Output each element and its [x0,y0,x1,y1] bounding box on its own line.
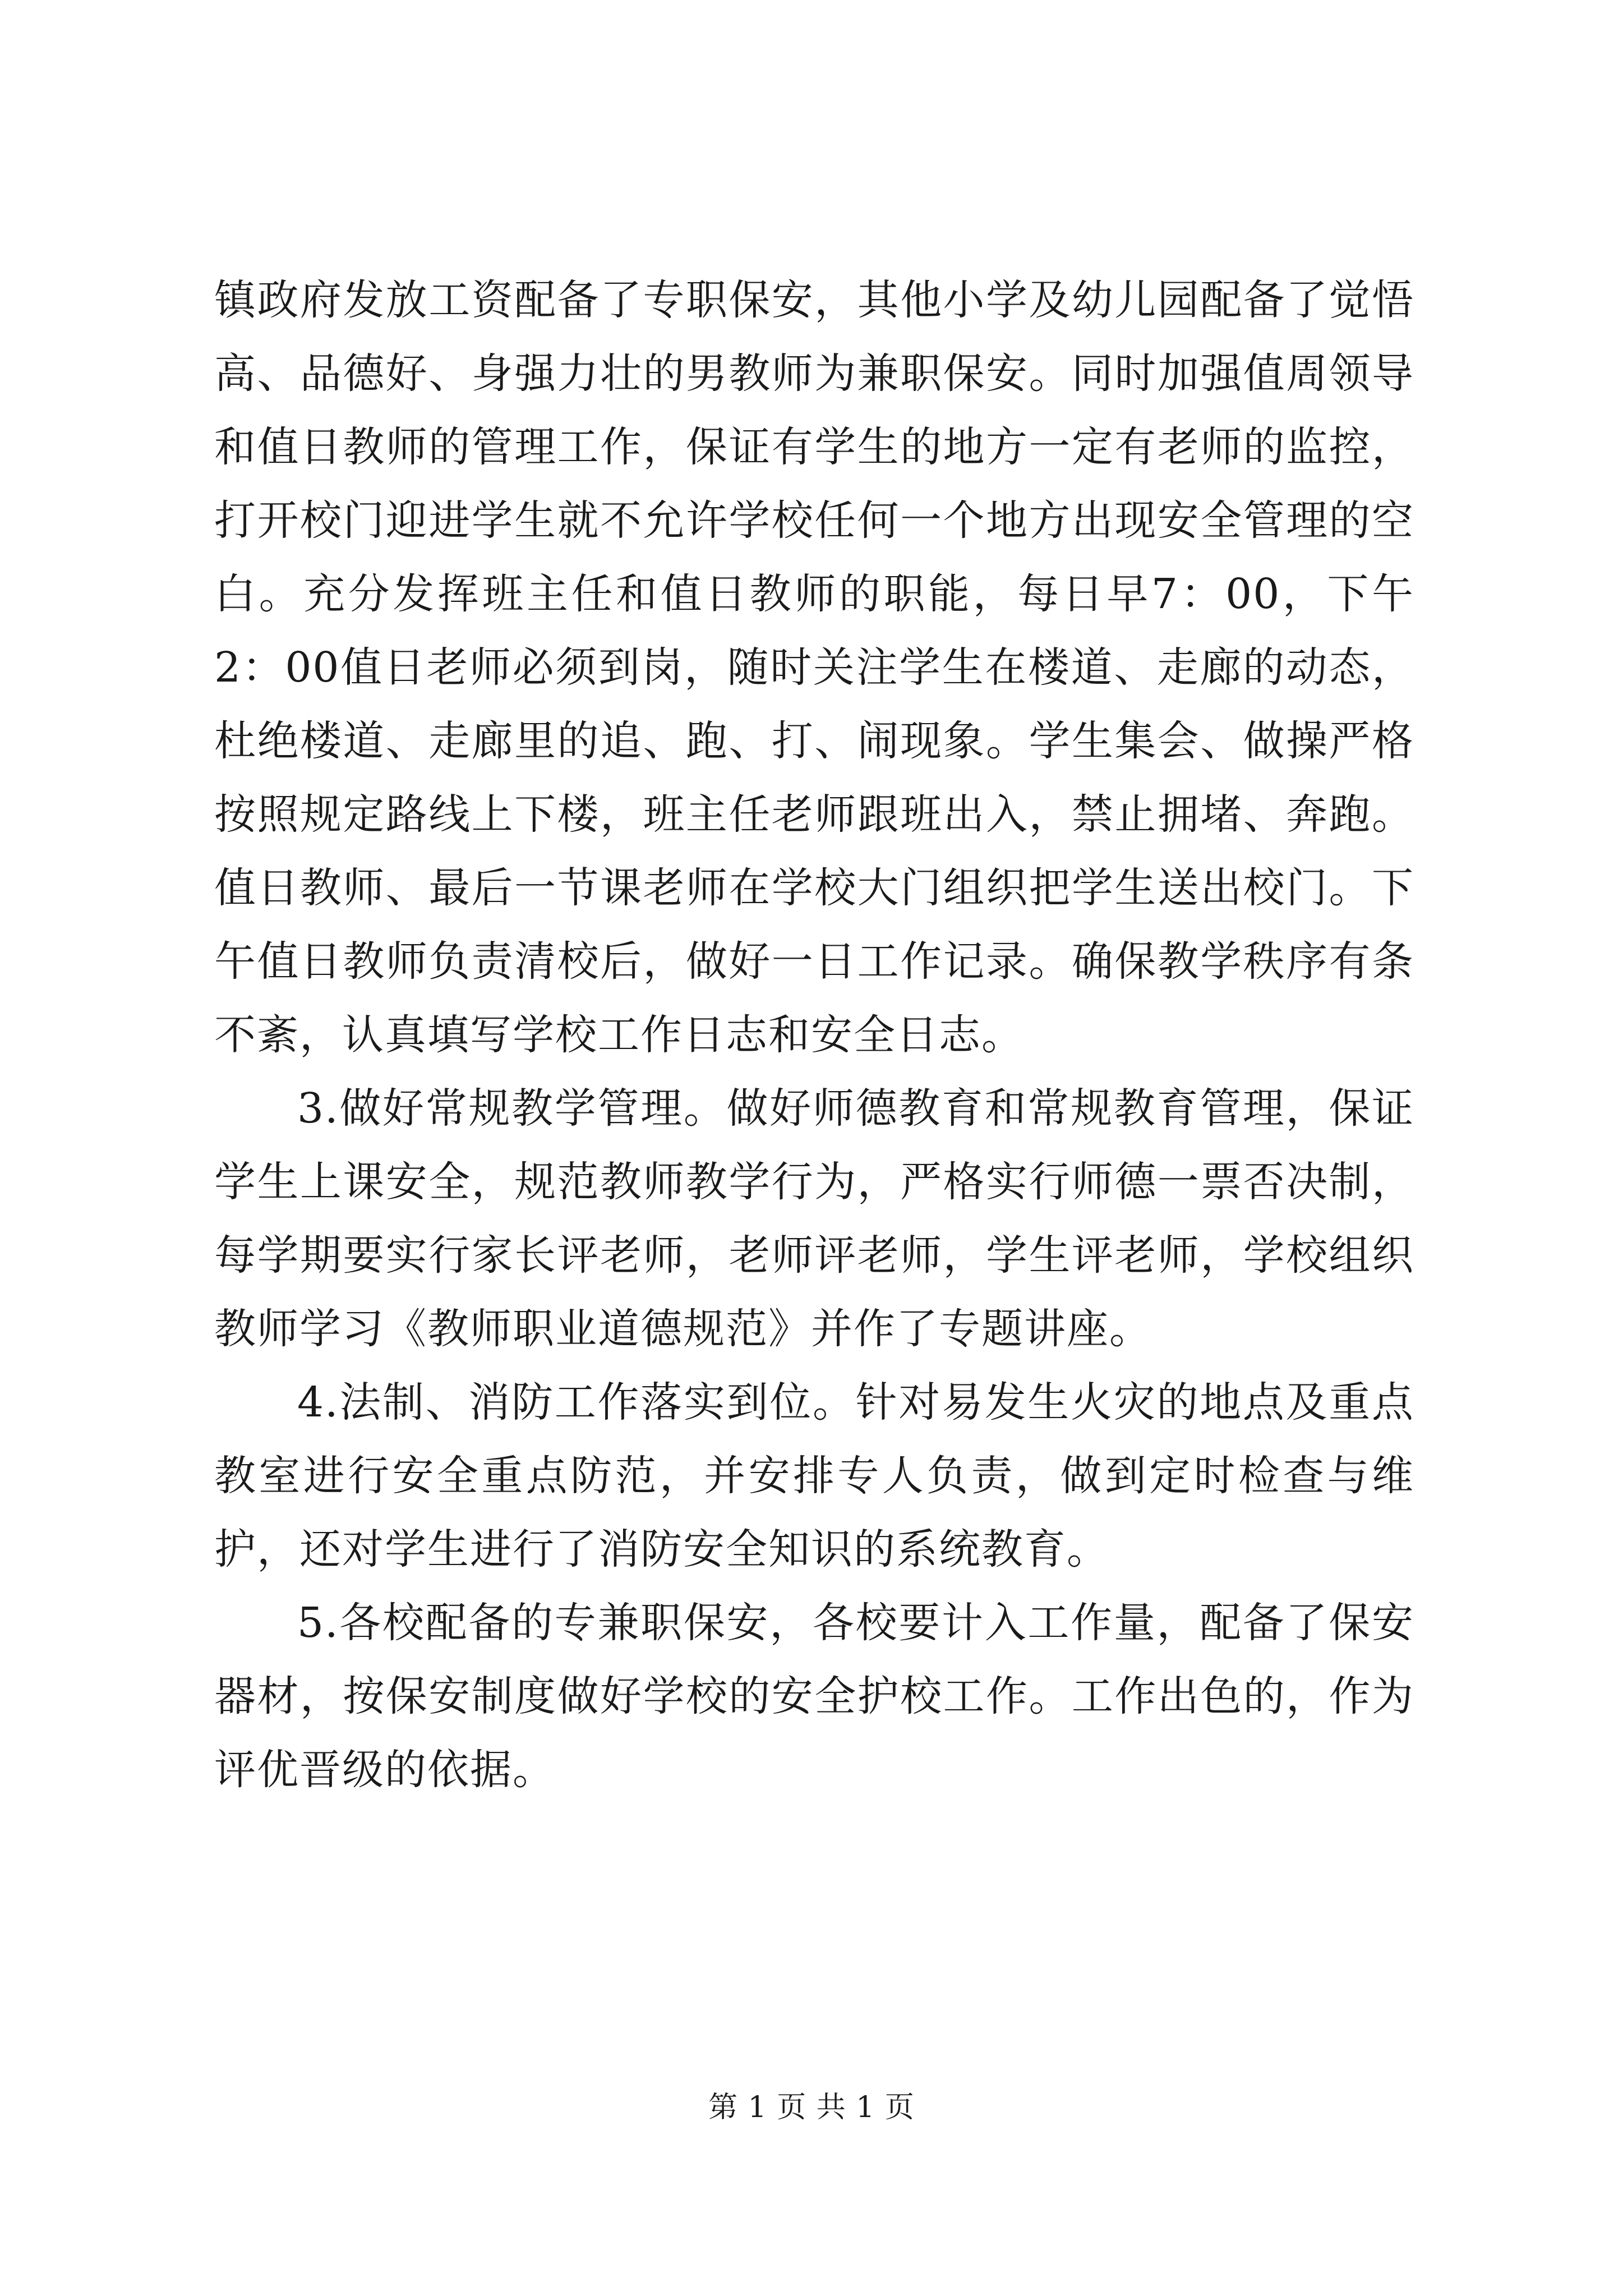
document-body [214,264,1414,1807]
page-footer: 第 1 页 共 1 页 [708,2091,915,2124]
paragraph-continuation: 镇政府发放工资配备了专职保安，其他小学及幼儿园配备了觉悟高、品德好、身强力壮的男教师为兼职保安。同时加强值周领导和值日教师的管理工作，保证有学生的地方一定有老师的监控，打开校门迎进学生就不允许学校任何一个地方出现安全管理的空白。充分发挥班主任和值日教师的职能，每日早7：00，下午2：00值日老师必须到岗，随时关注学生在楼道、走廊的动态，杜绝楼道、走廊里的追、跑、打、闹现象。学生集会、做操严格按照规定路线上下楼，班主任老师跟班出入，禁止拥堵、奔跑。值日教师、最后一节课老师在学校大门组织把学生送出校门。下午值日教师负责清校后，做好一日工作记录。确保教学秩序有条不紊，认真填写学校工作日志和安全日志。 [214,276,1414,1059]
paragraph-item-4: 4.法制、消防工作落实到位。针对易发生火灾的地点及重点教室进行安全重点防范，并安排专人负责，做到定时检查与维护，还对学生进行了消防安全知识的系统教育。 [214,1378,1414,1573]
paragraph-item-5: 5.各校配备的专兼职保安，各校要计入工作量，配备了保安器材，按保安制度做好学校的安全护校工作。工作出色的，作为评优晋级的依据。 [214,1599,1414,1794]
paragraph-item-3: 3.做好常规教学管理。做好师德教育和常规教育管理，保证学生上课安全，规范教师教学行为，严格实行师德一票否决制，每学期要实行家长评老师，老师评老师，学生评老师，学校组织教师学习《教师职业道德规范》并作了专题讲座。 [214,1084,1414,1353]
